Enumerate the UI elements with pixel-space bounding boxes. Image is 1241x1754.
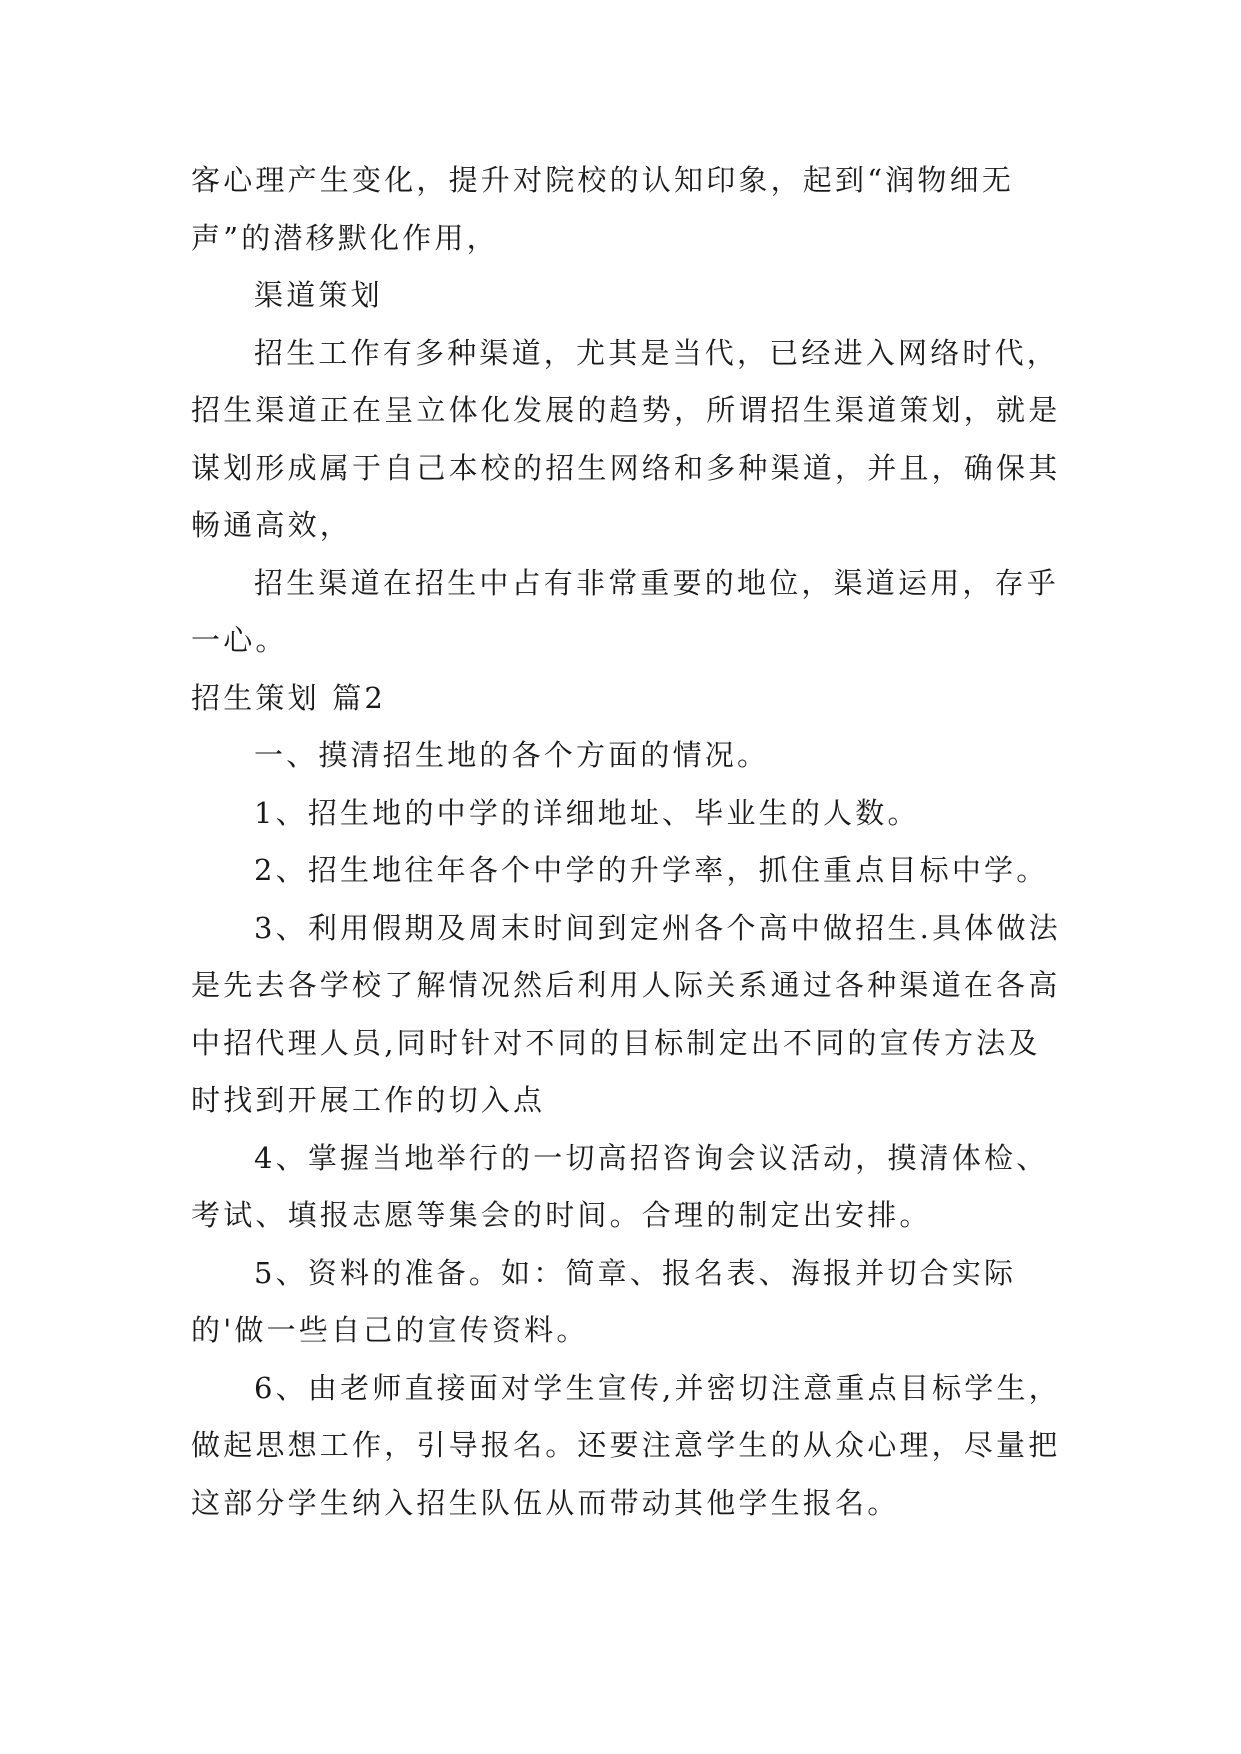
section-heading-channel-planning: 渠道策划 <box>254 278 383 312</box>
list-heading-survey: 一、摸清招生地的各个方面的情况。 <box>254 738 770 772</box>
paragraph-channels-intro: 招生工作有多种渠道，尤其是当代，已经进入网络时代，招生渠道正在呈立体化发展的趋势，所谓招生渠道策划，就是谋划形成属于自己本校的招生网络和多种渠道，并且，确保其畅通高效， <box>191 335 1061 542</box>
list-item-2: 2、招生地往年各个中学的升学率，抓住重点目标中学。 <box>254 853 1049 887</box>
paragraph-continuation: 客心理产生变化，提升对院校的认知印象，起到“润物细无声”的潜移默化作用， <box>191 163 1015 255</box>
list-item-4: 4、掌握当地举行的一切高招咨询会议活动，摸清体检、考试、填报志愿等集会的时间。合理的制定出安排。 <box>191 1140 1049 1232</box>
list-item-5: 5、资料的准备。如：简章、报名表、海报并切合实际的'做一些自己的宣传资料。 <box>191 1255 1017 1347</box>
list-item-6: 6、由老师直接面对学生宣传,并密切注意重点目标学生，做起思想工作，引导报名。还要注意学生的从众心理，尽量把这部分学生纳入招生队伍从而带动其他学生报名。 <box>191 1370 1061 1520</box>
list-item-1: 1、招生地的中学的详细地址、毕业生的人数。 <box>254 795 920 830</box>
list-item-3: 3、利用假期及周末时间到定州各个高中做招生.具体做法是先去各学校了解情况然后利用人际关系通过各种渠道在各高中招代理人员,同时针对不同的目标制定出不同的宣传方法及时找到开展工作的切入点 <box>191 910 1061 1117</box>
article-title-part2: 招生策划 篇2 <box>191 680 387 715</box>
paragraph-channels-importance: 招生渠道在招生中占有非常重要的地位，渠道运用，存乎一心。 <box>191 565 1060 657</box>
document-body <box>191 152 1061 1532</box>
